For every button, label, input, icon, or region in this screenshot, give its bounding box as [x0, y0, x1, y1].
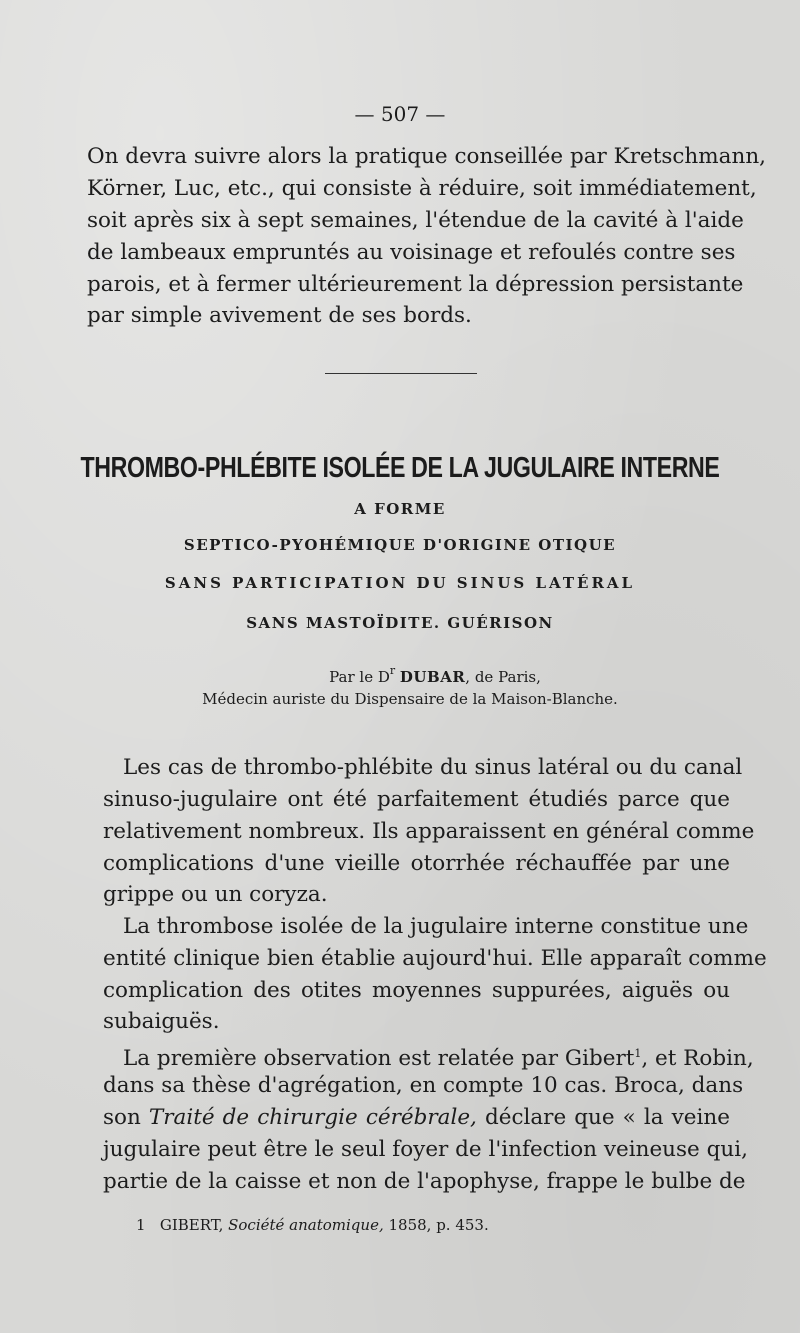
text-line: complication des otites moyennes suppurées, aiguës ou: [103, 978, 730, 1003]
text-line: son Traité de chirurgie cérébrale, déclare que « la veine: [103, 1105, 730, 1130]
text-line: soit après six à sept semaines, l'étendue de la cavité à l'aide: [87, 208, 744, 233]
article-subtitle: SANS PARTICIPATION DU SINUS LATÉRAL: [164, 574, 636, 592]
article-subtitle: A FORME: [354, 500, 446, 518]
text-line: par simple avivement de ses bords.: [87, 303, 472, 328]
author-name: DUBAR: [399, 668, 466, 686]
footnote-rest: 1858, p. 453.: [388, 1216, 489, 1234]
text-line: de lambeaux empruntés au voisinage et refoulés contre ses: [87, 240, 736, 265]
text-line: On devra suivre alors la pratique conseillée par Kretschmann,: [87, 144, 767, 169]
footnote-number: 1: [136, 1216, 146, 1234]
text-line: subaiguës.: [103, 1009, 220, 1034]
text-line: Les cas de thrombo-phlébite du sinus latéral ou du canal: [123, 755, 743, 780]
text-line: jugulaire peut être le seul foyer de l'infection veineuse qui,: [103, 1137, 748, 1162]
article-subtitle: SEPTICO-PYOHÉMIQUE D'ORIGINE OTIQUE: [183, 536, 617, 554]
author-prefix: Par le D: [329, 668, 390, 686]
text-line: parois, et à fermer ultérieurement la dépression persistante: [87, 272, 744, 297]
article-subtitle: SANS MASTOÏDITE. GUÉRISON: [246, 614, 554, 632]
author-suffix: , de Paris,: [465, 668, 541, 686]
page-number: — 507 —: [354, 102, 446, 126]
text-line: complications d'une vieille otorrhée réchauffée par une: [103, 851, 730, 876]
text-line: relativement nombreux. Ils apparaissent en général comme: [103, 819, 755, 844]
author-prefix-sup: r: [389, 664, 396, 677]
text-line: sinuso-jugulaire ont été parfaitement étudiés parce que: [103, 787, 730, 812]
text-line: entité clinique bien établie aujourd'hui. Elle apparaît comme: [103, 946, 767, 971]
footnote: [136, 1216, 489, 1234]
book-title: Traité de chirurgie cérébrale,: [148, 1105, 477, 1130]
text-line: partie de la caisse et non de l'apophyse, frappe le bulbe de: [103, 1169, 746, 1194]
footnote-author: GIBERT,: [159, 1216, 224, 1234]
section-divider: [325, 373, 477, 374]
footnote-ref: 1: [634, 1047, 642, 1060]
text-line: Körner, Luc, etc., qui consiste à réduire, soit immédiatement,: [87, 176, 757, 201]
text-line: grippe ou un coryza.: [103, 882, 328, 907]
text-line: dans sa thèse d'agrégation, en compte 10 cas. Broca, dans: [103, 1073, 744, 1098]
footnote-source: Société anatomique,: [228, 1216, 384, 1234]
author-byline: [0, 664, 800, 686]
article-title: THROMBO-PHLÉBITE ISOLÉE DE LA JUGULAIRE INTERNE: [80, 452, 720, 484]
text-line: La première observation est relatée par Gibert$^1$, et Robin,: [123, 1046, 754, 1071]
text-line: La thrombose isolée de la jugulaire interne constitue une: [123, 914, 749, 939]
author-role: Médecin auriste du Dispensaire de la Maison-Blanche.: [202, 690, 618, 708]
